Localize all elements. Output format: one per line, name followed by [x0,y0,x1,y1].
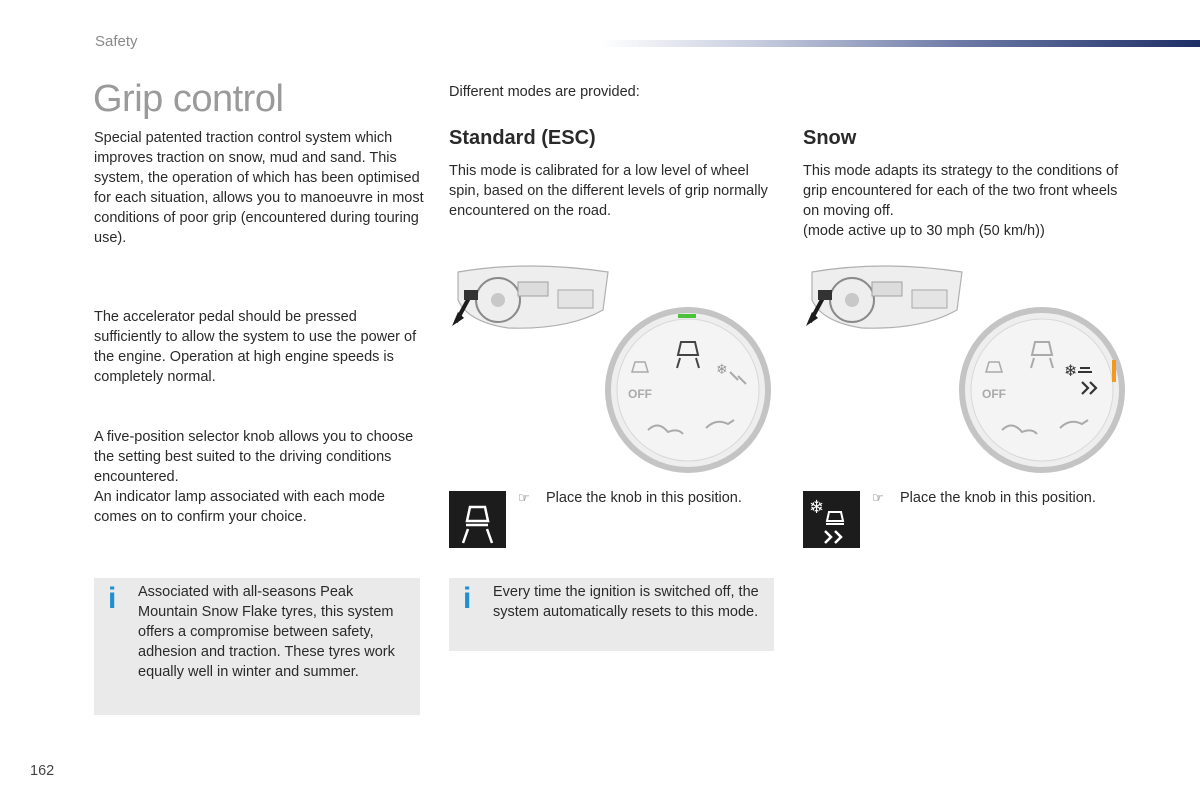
snow-instruction: Place the knob in this position. [900,490,1096,506]
section-label: Safety [95,33,138,50]
selector-knob-standard [608,310,768,470]
info-text-tyres: Associated with all-seasons Peak Mountain Snow Flake tyres, this system offers a compromise between safety, adhesion and traction. These tyres work equally well in winter and summer. [138,584,395,680]
accelerator-paragraph: The accelerator pedal should be pressed sufficiently to allow the system to use the power of the engine. Operation at high engine speeds is completely normal. [94,309,417,385]
snow-note: (mode active up to 30 mph (50 km/h)) [803,223,1045,239]
header-bar [600,40,1200,47]
dashboard-illustration [806,266,962,328]
pointer-bullet: ☞ [518,490,530,505]
svg-text:❄: ❄ [716,362,728,378]
info-icon: i [463,582,472,615]
off-label: OFF [982,387,1006,401]
selector-paragraph: A five-position selector knob allows you to choose the setting best suited to the driving conditions encountered. [94,429,414,485]
indicator-paragraph: An indicator lamp associated with each mode comes on to confirm your choice. [94,489,385,525]
standard-text: This mode is calibrated for a low level of wheel spin, based on the different levels of grip normally encountered on the road. [449,163,768,219]
page-title: Grip control [93,78,284,120]
standard-instruction: Place the knob in this position. [546,490,742,506]
snow-mode-icon [803,491,860,548]
svg-text:❄: ❄ [1064,361,1078,380]
pointer-bullet: ☞ [872,490,884,505]
info-box-tyres [94,578,420,715]
dashboard-illustration [452,266,608,328]
indicator-green [678,314,696,318]
modes-intro: Different modes are provided: [449,84,640,100]
page-number: 162 [30,763,55,779]
svg-text:❄: ❄ [809,497,825,518]
intro-paragraph: Special patented traction control system which improves traction on snow, mud and sand. This system, the operation of which has been optimised for each situation, allows you to manoeuvre in most conditions of poor grip (encountered during touring use). [94,130,424,246]
info-text-reset: Every time the ignition is switched off, the system automatically resets to this mode. [493,584,759,620]
info-icon: i [108,582,117,615]
standard-mode-icon [449,491,506,548]
indicator-orange [1112,360,1116,382]
snow-car-icon [803,491,860,548]
snow-heading: Snow [803,127,857,149]
selector-knob-snow [962,310,1122,470]
snow-illustration [802,260,1132,480]
standard-heading: Standard (ESC) [449,127,596,149]
info-box-reset [449,578,774,651]
standard-illustration [448,260,778,480]
off-label: OFF [628,387,652,401]
car-tracks-icon [449,491,506,548]
snow-text: This mode adapts its strategy to the conditions of grip encountered for each of the two front wheels on moving off. [803,163,1119,219]
